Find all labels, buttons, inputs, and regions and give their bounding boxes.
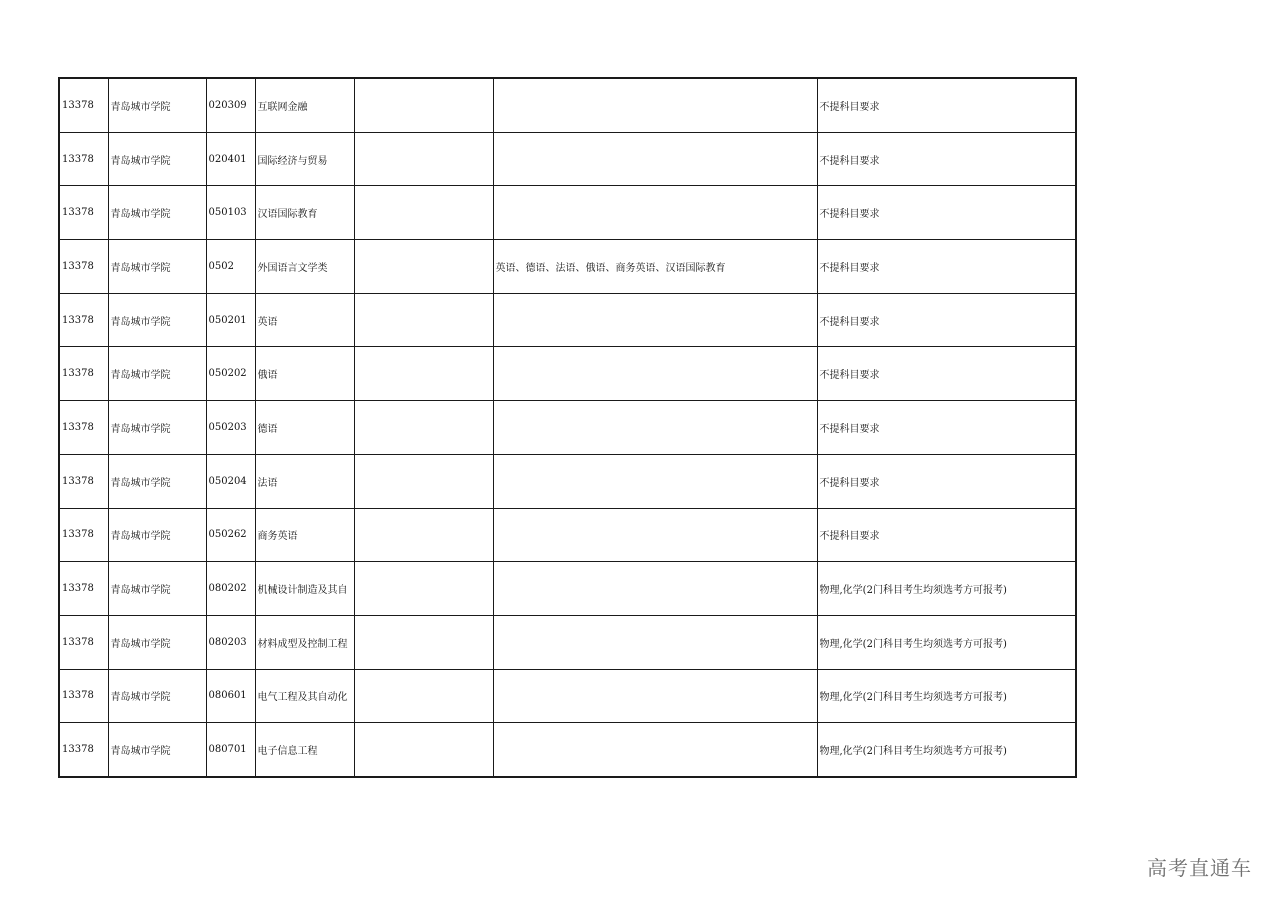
school-code-cell: 13378	[59, 669, 108, 723]
school-code-cell: 13378	[59, 508, 108, 562]
school-code-cell: 13378	[59, 615, 108, 669]
school-name-cell: 青岛城市学院	[108, 186, 206, 240]
school-name-cell: 青岛城市学院	[108, 508, 206, 562]
school-code-cell: 13378	[59, 562, 108, 616]
subject-requirement-cell: 物理,化学(2门科目考生均须选考方可报考)	[817, 669, 1076, 723]
included-majors-cell	[493, 78, 817, 132]
blank-cell	[354, 78, 493, 132]
school-code-cell: 13378	[59, 240, 108, 294]
subject-requirement-cell: 不提科目要求	[817, 78, 1076, 132]
school-name-cell: 青岛城市学院	[108, 132, 206, 186]
school-code-cell: 13378	[59, 293, 108, 347]
table-row	[59, 293, 1076, 347]
major-name-cell: 电子信息工程	[255, 723, 354, 777]
blank-cell	[354, 615, 493, 669]
major-code-cell: 080203	[206, 615, 255, 669]
included-majors-cell	[493, 293, 817, 347]
school-name-cell: 青岛城市学院	[108, 669, 206, 723]
blank-cell	[354, 186, 493, 240]
major-code-cell: 050103	[206, 186, 255, 240]
major-name-cell: 机械设计制造及其自	[255, 562, 354, 616]
major-code-cell: 020401	[206, 132, 255, 186]
table-body	[59, 78, 1076, 777]
blank-cell	[354, 132, 493, 186]
subject-requirement-cell: 不提科目要求	[817, 240, 1076, 294]
subject-requirement-cell: 不提科目要求	[817, 508, 1076, 562]
table-row	[59, 347, 1076, 401]
major-name-cell: 电气工程及其自动化	[255, 669, 354, 723]
school-name-cell: 青岛城市学院	[108, 401, 206, 455]
major-name-cell: 法语	[255, 454, 354, 508]
blank-cell	[354, 240, 493, 294]
table-row	[59, 562, 1076, 616]
major-code-cell: 080601	[206, 669, 255, 723]
school-code-cell: 13378	[59, 454, 108, 508]
major-name-cell: 德语	[255, 401, 354, 455]
major-code-cell: 020309	[206, 78, 255, 132]
school-code-cell: 13378	[59, 347, 108, 401]
included-majors-cell	[493, 454, 817, 508]
subject-requirement-cell: 物理,化学(2门科目考生均须选考方可报考)	[817, 615, 1076, 669]
included-majors-cell	[493, 562, 817, 616]
subject-requirement-cell: 不提科目要求	[817, 186, 1076, 240]
table-row	[59, 240, 1076, 294]
school-name-cell: 青岛城市学院	[108, 78, 206, 132]
included-majors-cell	[493, 615, 817, 669]
major-code-cell: 050204	[206, 454, 255, 508]
school-code-cell: 13378	[59, 186, 108, 240]
included-majors-cell	[493, 401, 817, 455]
blank-cell	[354, 562, 493, 616]
table-row	[59, 669, 1076, 723]
included-majors-cell: 英语、德语、法语、俄语、商务英语、汉语国际教育	[493, 240, 817, 294]
major-code-cell: 080701	[206, 723, 255, 777]
subject-requirement-cell: 不提科目要求	[817, 347, 1076, 401]
school-name-cell: 青岛城市学院	[108, 562, 206, 616]
watermark-text: 高考直通车	[1147, 856, 1252, 880]
subject-requirement-cell: 不提科目要求	[817, 401, 1076, 455]
included-majors-cell	[493, 132, 817, 186]
major-code-cell: 080202	[206, 562, 255, 616]
included-majors-cell	[493, 723, 817, 777]
school-name-cell: 青岛城市学院	[108, 723, 206, 777]
major-code-cell: 050262	[206, 508, 255, 562]
table-row	[59, 132, 1076, 186]
school-code-cell: 13378	[59, 132, 108, 186]
subject-requirement-cell: 不提科目要求	[817, 132, 1076, 186]
school-code-cell: 13378	[59, 401, 108, 455]
school-name-cell: 青岛城市学院	[108, 347, 206, 401]
table-row	[59, 401, 1076, 455]
table-row	[59, 723, 1076, 777]
major-code-cell: 050201	[206, 293, 255, 347]
major-code-cell: 050202	[206, 347, 255, 401]
blank-cell	[354, 508, 493, 562]
school-name-cell: 青岛城市学院	[108, 454, 206, 508]
school-code-cell: 13378	[59, 78, 108, 132]
major-code-cell: 0502	[206, 240, 255, 294]
major-name-cell: 外国语言文学类	[255, 240, 354, 294]
major-name-cell: 国际经济与贸易	[255, 132, 354, 186]
subject-requirement-cell: 不提科目要求	[817, 293, 1076, 347]
blank-cell	[354, 454, 493, 508]
major-name-cell: 英语	[255, 293, 354, 347]
included-majors-cell	[493, 347, 817, 401]
blank-cell	[354, 723, 493, 777]
included-majors-cell	[493, 508, 817, 562]
subject-requirement-cell: 不提科目要求	[817, 454, 1076, 508]
major-name-cell: 商务英语	[255, 508, 354, 562]
included-majors-cell	[493, 186, 817, 240]
included-majors-cell	[493, 669, 817, 723]
blank-cell	[354, 401, 493, 455]
major-name-cell: 互联网金融	[255, 78, 354, 132]
table-row	[59, 78, 1076, 132]
subject-requirement-cell: 物理,化学(2门科目考生均须选考方可报考)	[817, 723, 1076, 777]
school-name-cell: 青岛城市学院	[108, 293, 206, 347]
school-name-cell: 青岛城市学院	[108, 240, 206, 294]
major-name-cell: 材料成型及控制工程	[255, 615, 354, 669]
major-name-cell: 俄语	[255, 347, 354, 401]
blank-cell	[354, 293, 493, 347]
school-code-cell: 13378	[59, 723, 108, 777]
major-name-cell: 汉语国际教育	[255, 186, 354, 240]
subject-requirements-table	[58, 77, 1077, 778]
school-name-cell: 青岛城市学院	[108, 615, 206, 669]
blank-cell	[354, 669, 493, 723]
table-row	[59, 508, 1076, 562]
table-row	[59, 186, 1076, 240]
table-row	[59, 454, 1076, 508]
table-row	[59, 615, 1076, 669]
major-code-cell: 050203	[206, 401, 255, 455]
blank-cell	[354, 347, 493, 401]
subject-requirement-cell: 物理,化学(2门科目考生均须选考方可报考)	[817, 562, 1076, 616]
